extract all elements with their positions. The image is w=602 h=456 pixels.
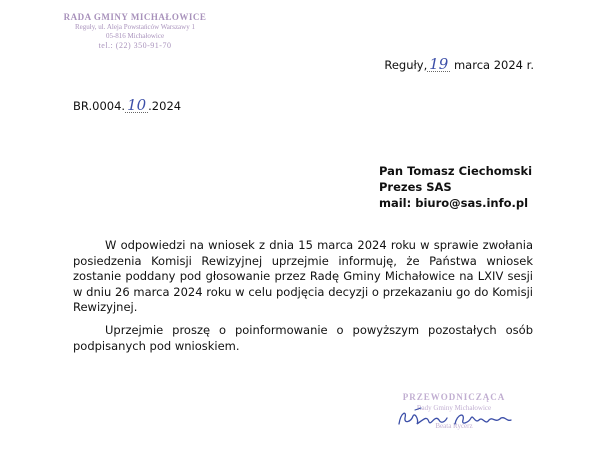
addressee-email: mail: biuro@sas.info.pl — [379, 196, 529, 210]
body-paragraph-2: Uprzejmie proszę o poinformowanie o powyższym pozostałych osób podpisanych pod wnioskiem. — [73, 322, 533, 353]
addressee-position: Prezes SAS — [379, 180, 452, 194]
date-place: Reguły, — [384, 58, 428, 72]
stamp-line-1: RADA GMINY MICHAŁOWICE — [63, 12, 207, 22]
addressee-block — [379, 163, 532, 211]
letter-date — [384, 55, 534, 73]
letter-body — [73, 238, 533, 361]
signature-stamp-title: PRZEWODNICZĄCA — [402, 392, 506, 402]
stamp-line-3: 05-816 Michałowice — [105, 32, 165, 40]
reference-number — [73, 96, 182, 114]
stamp-line-2: Reguły, ul. Aleja Powstańców Warszawy 1 — [75, 23, 195, 31]
reference-suffix: .2024 — [148, 99, 182, 113]
body-paragraph-1: W odpowiedzi na wniosek z dnia 15 marca 2024 roku w sprawie zwołania posiedzenia Komisji Rewizyjnej uprzejmie informuję, że Państwa wniosek zostanie poddany pod głosowanie przez Radę Gminy Michałowice na LXIV sesji w dniu 26 marca 2024 roku w celu podjęcia decyzji o przekazaniu go do Komisji Rewizyjnej. — [73, 238, 533, 315]
reference-prefix: BR.0004. — [73, 99, 126, 113]
signature-stamp-name: Beata Rycerz — [435, 422, 473, 430]
stamp-line-4: tel.: (22) 350-91-70 — [98, 41, 172, 50]
signature-stamp-subtitle: Rady Gminy Michałowice — [416, 404, 492, 412]
addressee-name: Pan Tomasz Ciechomski — [379, 164, 533, 178]
reference-number-handwritten: 10 — [127, 96, 147, 114]
date-month-year: marca 2024 r. — [453, 58, 534, 72]
date-day-handwritten: 19 — [429, 55, 449, 73]
office-stamp — [60, 12, 210, 51]
handwritten-signature — [395, 404, 515, 434]
